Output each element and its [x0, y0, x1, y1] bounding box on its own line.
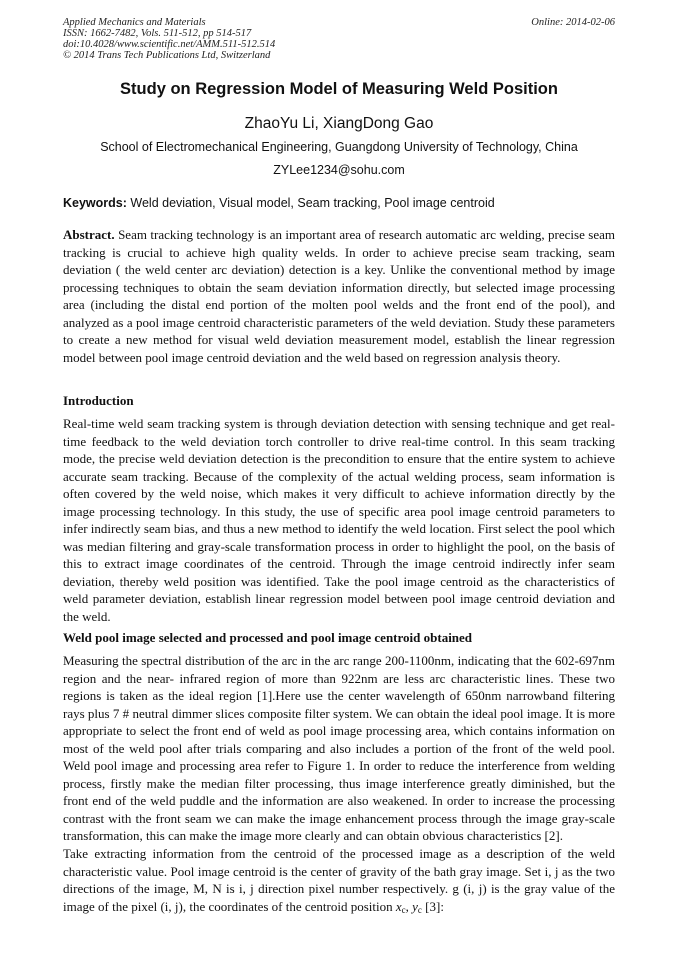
- paragraph-2-text: Take extracting information from the centroid of the processed image as a description of the weld characteristic value. Pool image centroid is the center of gravity of the bath gray image. Set i, j as the two directions of the image, M, N is i, j direction pixel number respectively. g (i, j) is the gray value of the image of the pixel (i, j), the coordinates of the centroid position: [63, 846, 615, 914]
- affiliation: School of Electromechanical Engineering, Guangdong University of Technology, China: [100, 140, 578, 154]
- keywords-label: Keywords:: [63, 196, 127, 210]
- paper-title: Study on Regression Model of Measuring Weld Position: [120, 80, 558, 98]
- section-paragraph-2: [63, 845, 615, 919]
- centroid-y-symbol: y: [412, 898, 418, 914]
- section-heading-weld-pool: Weld pool image selected and processed and pool image centroid obtained: [63, 630, 473, 645]
- citation-3: [3]:: [425, 898, 444, 914]
- section-paragraph-1: Measuring the spectral distribution of the arc in the arc range 200-1100nm, indicating that the 602-697nm region and the near- infrared region of more than 922nm are less arc characteristic lines. These two regions is taken as the ideal region [1].Here use the center wavelength of 650nm narrowband filtering rays plus 7 # neutral dimmer slices composite filter system. We can obtain the ideal pool image. It is more appropriate to select the front end of weld as pool image processing area, which contains information on most of the weld pool after trials comparing and also includes a portion of the front of the weld pool. Weld pool image and processing area refer to Figure 1. In order to reduce the interference from welding process, firstly make the median filter processing, thus image interference greatly diminished, but the front end of the weld puddle and the information are also weakened. In order to increase the processing contrast with the front seam we can make the image enhancement process through the image gray-scale transformation, this can make the image more clearly and can obtain obvious characteristics [2].: [63, 653, 615, 843]
- centroid-x-symbol: x: [395, 898, 402, 914]
- symbol-separator: ,: [405, 898, 409, 914]
- introduction-text: Real-time weld seam tracking system is through deviation detection with sensing technique and get real-time feedback to the weld deviation torch controller to drive real-time control. In this seam tracking mode, the precise weld deviation detection is the precondition to ensure that the entire system to achieve accurate seam tracking. Because of the complexity of the actual welding process, seam information is often covered by the weld noise, which makes it very difficult to achieve information directly by the image processing technology. In this study, the use of specific area pool image centroid parameters to infer indirectly seam bias, and thus a new method to identify the weld location. First select the pool which was median filtering and gray-scale transformation process in order to highlight the pool, on the basis of this to extract image coordinates of the centroid. Through the image centroid indirectly infer seam deviation, thereby weld position was identified. Take the pool image centroid as the characteristics of weld parameter deviation, establish linear regression model between pool image centroid deviation and the weld.: [63, 416, 615, 624]
- author-email[interactable]: ZYLee1234@sohu.com: [273, 163, 405, 177]
- abstract: [63, 226, 615, 366]
- issn-line: ISSN: 1662-7482, Vols. 511-512, pp 514-517: [63, 28, 252, 39]
- journal-name: Applied Mechanics and Materials: [63, 17, 206, 28]
- authors: ZhaoYu Li, XiangDong Gao: [244, 115, 434, 132]
- doi-line[interactable]: doi:10.4028/www.scientific.net/AMM.511-512.514: [63, 39, 276, 50]
- keywords-text: Weld deviation, Visual model, Seam tracking, Pool image centroid: [130, 196, 495, 210]
- abstract-text: Seam tracking technology is an important area of research automatic arc welding, precise seam tracking is crucial to achieve high quality welds. In order to achieve precise seam tracking, seam deviation ( the weld center arc deviation) detection is a key. Unlike the conventional method by image processing techniques to obtain the seam deviation information directly, but selected image processing area (including the distal end portion of the molten pool welds and the front end of the pool), and analyzed as a pool image centroid characteristic parameters of the weld deviation. Study these parameters to create a new method for visual weld deviation measurement model, establish the linear regression model between pool image centroid deviation and the weld based on regression analysis theory.: [63, 227, 615, 365]
- copyright-line: © 2014 Trans Tech Publications Ltd, Switzerland: [63, 50, 271, 61]
- keywords: [63, 196, 615, 210]
- journal-header: [63, 17, 615, 61]
- online-date: Online: 2014-02-06: [531, 17, 615, 28]
- centroid-y-subscript: c: [417, 904, 422, 915]
- centroid-x-subscript: c: [401, 904, 406, 915]
- introduction-heading: Introduction: [63, 393, 134, 408]
- abstract-label: Abstract.: [63, 227, 115, 242]
